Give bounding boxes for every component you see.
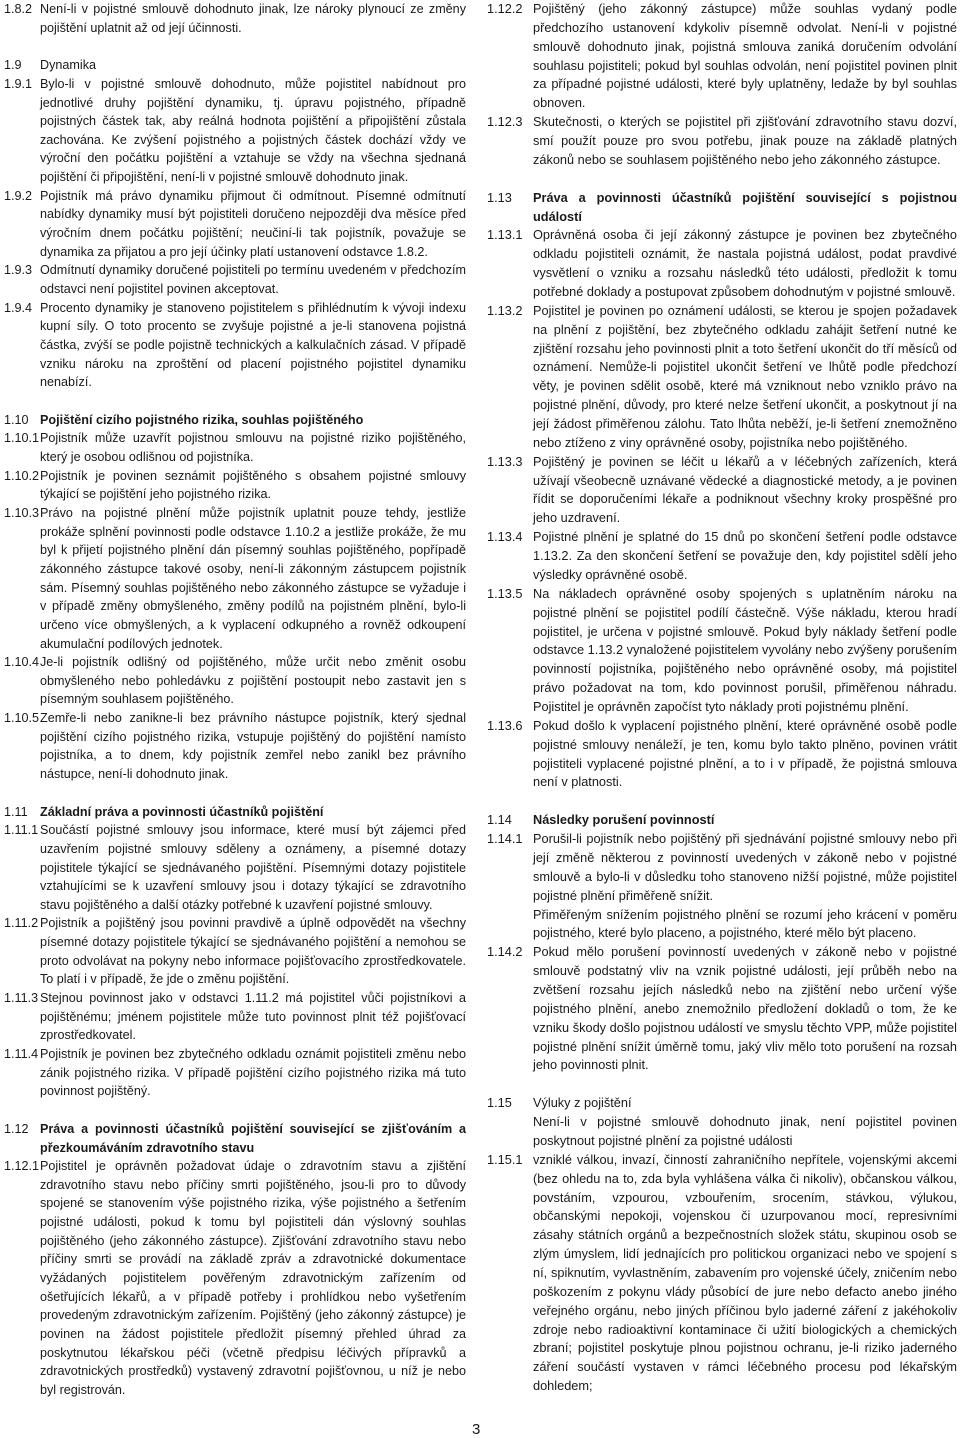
- clause: [487, 830, 957, 905]
- clause: [4, 653, 466, 709]
- clause-text: Pojistník může uzavřít pojistnou smlouvu na pojistné riziko pojištěného, který je osobou odlišnou od pojistníka.: [40, 431, 466, 465]
- clause-text: Zemře-li nebo zanikne-li bez právního nástupce pojistník, který sjednal pojištění cizího pojistného rizika, vstupuje pojištěný do pojištění namísto pojistníka, a to dnem, kdy pojistník zemřel nebo zanikl bez právního nástupce, není-li dohodnuto jinak.: [40, 711, 466, 781]
- clause-text: Pojistník a pojištěný jsou povinni pravdivě a úplně odpovědět na všechny písemné dotazy pojistitele týkající se sjednávaného pojištění a nemohou se proto odvolávat na pokyny nebo informace pojišťovacího zprostředkovatele. To platí i v případě, že jde o změnu pojištění.: [40, 916, 466, 987]
- clause: [4, 821, 466, 914]
- clause: [4, 261, 466, 298]
- right-column: [487, 0, 957, 1396]
- clause: [487, 226, 957, 301]
- clause: [4, 989, 466, 1045]
- clause-text: Není-li v pojistné smlouvě dohodnuto jinak, není pojistitel povinen poskytnout pojistné plnění za pojistné události: [533, 1114, 957, 1148]
- clause-number: 1.15.1: [487, 1151, 523, 1167]
- clause-number: 1.10.4: [4, 655, 40, 670]
- clause-number: [487, 1113, 533, 1151]
- clause-number: 1.13.6: [487, 717, 523, 733]
- clause-text: Pojištěný (jeho zákonný zástupce) může souhlas vydaný podle předchozího ustanovení kdykoliv písemně odvolat. Není-li v pojistné smlouvě dohodnuto jinak, pojistná smlouva zaniká doručením odvolání souhlasu pojistiteli; pokud byl souhlas odvolán, není pojistitel povinen plnit za případné pojistné události, které byly uplatněny, ledaže by byl souhlas obnoven.: [533, 1, 957, 111]
- clause: [4, 0, 466, 37]
- clause: [487, 717, 957, 792]
- clause-text: Následky porušení povinností: [533, 812, 715, 828]
- clause: [4, 709, 466, 784]
- clause-number: 1.10.1: [4, 431, 40, 446]
- clause-number: 1.14.2: [487, 944, 523, 960]
- section-gap: [487, 792, 957, 811]
- clause-text: Stejnou povinnost jako v odstavci 1.11.2 má pojistitel vůči pojistníkovi a pojištěnému; jménem pojistitele může tuto povinnost plnit též pojišťovací zprostředkovatel.: [40, 991, 466, 1043]
- clause: [487, 528, 957, 585]
- clause-number: 1.15: [487, 1095, 512, 1111]
- clause: [487, 585, 957, 717]
- clause-number: 1.9: [4, 58, 22, 73]
- clause-number: 1.13.1: [487, 227, 523, 243]
- clause-text: Pojistník má právo dynamiku přijmout či odmítnout. Písemné odmítnutí nabídky dynamiky musí být pojistiteli doručeno nejpozději dva měsíce před výročním dnem počátku pojištění; neučiní-li tak pojistník, považuje se dynamika za přijatou a pro její účinky platí ustanovení odstavce 1.8.2.: [40, 188, 466, 259]
- clause-number: 1.13: [487, 189, 512, 205]
- section-gap: [4, 392, 466, 411]
- clause: [487, 0, 957, 113]
- clause-text: Pojistitel je oprávněn požadovat údaje o zdravotním stavu a zjištění zdravotního stavu nebo příčiny smrti pojištěného, jsou-li pro to důvody spojené se stanovením výše pojistného rizika, výše pojistného a šetřením pojistné události, pokud k tomu byl pojistiteli dán výslovný souhlas pojištěného (jeho zákonného zástupce). Zjišťování zdravotního stavu nebo příčiny smrti se provádí na základě zpráv a zdravotnické dokumentace vyžádaných pojistitelem pověřeným zdravotnickým zařízením od ošetřujících lékařů, a v případě potřeby i prohlídkou nebo vyšetřením provedeným zdravotnickým zařízením. Pojištěný (jeho zákonný zástupce) je povinen na žádost pojistitele předložit písemný přehled úhrad za poskytnutou lékařskou péči (včetně předpisu léčivých přípravků a zdravotnických prostředků) vystavený zdravotní pojišťovnou, u níž je nebo byl registrován.: [40, 1159, 466, 1397]
- clause-number: 1.13.5: [487, 585, 523, 601]
- page-number: 3: [472, 1421, 481, 1438]
- section-heading: [4, 1120, 466, 1157]
- section-heading: [4, 803, 466, 822]
- clause-text: Pojistné plnění je splatné do 15 dnů po skončení šetření podle odstavce 1.13.2. Za den skončení šetření se považuje den, kdy pojistitel sdělí jeho výsledky oprávněné osobě.: [533, 529, 957, 582]
- clause-number: 1.9.4: [4, 300, 33, 315]
- clause-text: Dynamika: [40, 58, 96, 73]
- clause-number: 1.12.2: [487, 1, 523, 16]
- clause: [4, 914, 466, 989]
- clause-number: 1.11.3: [4, 991, 39, 1006]
- clause: [487, 1151, 957, 1396]
- clause-text: Pokud došlo k vyplacení pojistného plnění, které oprávněné osobě podle pojistné smlouvy nenáleží, je ten, komu bylo takto plněno, povinen vrátit pojistiteli vyplacené pojistné plnění, a to i v případě, že pojistná smlouva není v platnosti.: [533, 717, 957, 790]
- clause: [487, 1113, 957, 1151]
- clause-number: 1.10.2: [4, 468, 40, 483]
- clause: [4, 467, 466, 504]
- section-gap: [4, 37, 466, 56]
- clause-number: 1.13.4: [487, 529, 523, 545]
- clause-text: Pokud mělo porušení povinností uvedených v zákoně nebo v pojistné smlouvě podstatný vliv na vznik pojistné události, její průběh nebo na zvětšení rozsahu jejích následků nebo na zjištění nebo určení výše pojistného plnění, anebo znemožnilo předložení dokladů o tom, že ke vzniku škody došlo pojistnou událostí ve smyslu těchto VPP, může pojistitel pojistné plnění snížit úměrně tomu, jaký vliv mělo toto porušení na rozsah jeho povinnosti plnit.: [533, 944, 957, 1073]
- clause-number: 1.14: [487, 812, 512, 828]
- left-column: [4, 0, 466, 1399]
- section-gap: [4, 784, 466, 803]
- clause-text: Práva a povinnosti účastníků pojištění související se zjišťováním a přezkoumáváním zdravotního stavu: [40, 1121, 466, 1155]
- section-gap: [4, 1101, 466, 1120]
- clause-text: Součástí pojistné smlouvy jsou informace, které musí být zájemci před uzavřením pojistné smlouvy sděleny a oznámeny, a písemné dotazy pojistitele týkající se sjednávaného pojištění. Písemnými dotazy pojistitele vztahujícími se k uzavření smlouvy jsou i dotazy týkající se zdravotního stavu pojištěného a další otázky potřebné k uzavření pojistné smlouvy.: [40, 823, 466, 912]
- clause: [4, 56, 466, 75]
- clause: [4, 1157, 466, 1399]
- section-gap: [487, 170, 957, 189]
- clause-text: Pojištěný je povinen se léčit u lékařů a v léčebných zařízeních, která užívají všeobecně uznávané vědecké a diagnostické metody, a je povinen řídit se doporučeními lékaře a podniknout všechny kroky prospěšné pro jeho uzdravení.: [533, 453, 957, 526]
- clause-number: 1.10: [4, 412, 29, 427]
- clause-text: Pojistník je povinen bez zbytečného odkladu oznámit pojistiteli změnu nebo zánik pojistného rizika. V případě pojištění cizího pojistného rizika má tuto povinnost pojištěný.: [40, 1046, 466, 1099]
- clause-number: 1.10.3: [4, 506, 40, 521]
- clause-text: vzniklé válkou, invazí, činností zahraničního nepřítele, vojenskými akcemi (bez ohledu na to, zda byla vyhlášena válka či nikoliv), občanskou válkou, povstáním, vzpourou, vzbouřením, srocením, stávkou, výlukou, občanskými nepokoji, vojenskou či uzurpovanou mocí, represivními zásahy státních orgánů a bezpečnostních složek státu, skupinou osob se zlým úmyslem, lidí jednajících pro politickou organizaci nebo ve spojení s ní, spiknutím, vyvlastněním, zabavením pro vojenské účely, zničením nebo poškozením z pokynu vlády působící de jure nebo defacto anebo jiného veřejného orgánu, nebo jiných příčinou bylo jaderné záření z jakéhokoliv zdroje nebo radioaktivní kontaminace či užití biologických a chemických zbraní; pojistitel poskytuje plnou pojistnou ochranu, je-li riziko jaderného záření součástí vystaven v rámci léčebného procesu pod lékařským dohledem;: [533, 1151, 957, 1394]
- clause: [487, 453, 957, 528]
- clause-number: [487, 906, 533, 944]
- clause-number: 1.12: [4, 1121, 29, 1136]
- clause: [4, 429, 466, 466]
- clause-text: Bylo-li v pojistné smlouvě dohodnuto, může pojistitel nabídnout pro jednotlivé druhy pojištění dynamiku, tj. úpravu pojistného, případně pojistných částek tak, aby reálná hodnota pojištění a připojištění zůstala zachována. Ke zvýšení pojistného a pojistných částek dochází vždy ve výroční den počátku pojištění a vztahuje se vždy na všechna sjednaná pojištění či připojištění, není-li v pojistné smlouvě dohodnuto jinak.: [40, 76, 466, 185]
- clause-text: Skutečnosti, o kterých se pojistitel při zjišťování zdravotního stavu dozví, smí použít pouze pro svou potřebu, jinak pouze na základě platných zákonů nebo se souhlasem pojištěného nebo jeho zákonného zástupce.: [533, 114, 957, 167]
- clause: [4, 75, 466, 187]
- clause-text: Není-li v pojistné smlouvě dohodnuto jinak, lze nároky plynoucí ze změny pojištění uplatnit až od její účinnosti.: [40, 2, 466, 35]
- clause: [4, 1045, 466, 1101]
- clause: [4, 299, 466, 392]
- clause-number: 1.11: [4, 804, 28, 819]
- clause: [487, 302, 957, 453]
- clause-text: Základní práva a povinnosti účastníků pojištění: [40, 804, 324, 819]
- clause-number: 1.12.1: [4, 1159, 40, 1174]
- clause-text: Právo na pojistné plnění může pojistník uplatnit pouze tehdy, jestliže prokáže splnění povinnosti podle odstavce 1.10.2 a jestliže prokáže, že mu byl k přijetí pojistného plnění dán písemný souhlas pojištěného, popřípadě zákonného zástupce takové osoby, není-li zákonným zástupcem pojistník sám. Písemný souhlas pojištěného nebo zákonného zástupce se vyžaduje i v případě změny obmyšleného, změny podílů na pojistném plnění, bylo-li určeno více obmyšlených, a k vyplacení odkupného a rovněž odkoupení akumulační podílových jednotek.: [40, 506, 466, 651]
- clause-number: 1.9.1: [4, 76, 33, 91]
- clause-number: 1.11.4: [4, 1046, 39, 1061]
- section-heading: [487, 811, 957, 830]
- section-heading: [487, 189, 957, 227]
- clause-number: 1.14.1: [487, 831, 523, 847]
- clause-number: 1.13.3: [487, 453, 523, 469]
- clause: [4, 187, 466, 262]
- clause-text: Procento dynamiky je stanoveno pojistitelem s přihlédnutím k vývoji indexu kupní síly. O toto procento se zvyšuje pojistné a je-li stanovena pojistná částka, zvýší se podle pojistně technických a kalkulačních zásad. V případě vzniku nároku na zproštění od placení pojistného pojistitel dynamiku nenabízí.: [40, 300, 466, 390]
- section-heading: [4, 411, 466, 430]
- clause-text: Pojištění cizího pojistného rizika, souhlas pojištěného: [40, 412, 364, 427]
- clause-text: Porušil-li pojistník nebo pojištěný při sjednávání pojistné smlouvy nebo při její změně některou z povinností uvedených v zákoně nebo v pojistné smlouvě a bylo-li v důsledku toho stanoveno nižší pojistné, může pojistitel pojistné plnění přiměřeně snížit.: [533, 831, 957, 903]
- clause-number: 1.10.5: [4, 711, 40, 726]
- clause: [487, 1094, 957, 1113]
- clause-text: Na nákladech oprávněné osoby spojených s uplatněním nároku na pojistné plnění se pojistitel podílí částečně. Výše nákladu, kterou hradí pojistitel, je určena v pojistné smlouvě. Pokud byly náklady šetření podle odstavce 1.13.2 vynaložené pojistitelem vyvolány nebo zvýšeny porušením povinností pojistníka, pojištěného nebo oprávněné osoby, má pojistitel právo požadovat na tom, kdo povinnost porušil, přiměřenou náhradu. Pojistitel je oprávněn započíst tyto náklady proti pojistnému plnění.: [533, 585, 957, 714]
- clause: [487, 943, 957, 1075]
- clause-number: 1.9.2: [4, 188, 33, 203]
- clause-text: Pojistitel je povinen po oznámení události, se kterou je spojen požadavek na plnění z pojištění, bez zbytečného odkladu zahájit šetření nutné ke zjištění rozsahu jeho povinnosti plnit a toto šetření ukončit do tří měsíců od oznámení. Nemůže-li pojistitel ukončit šetření ve lhůtě podle předchozí věty, je povinen sdělit osobě, které má vzniknout nebo vzniklo právo na pojistné plnění, důvody, pro které nelze šetření ukončit, a poskytnout jí na její žádost přiměřenou zálohu. Tato lhůta neběží, je-li šetření znemožněno nebo ztíženo z viny oprávněné osoby, pojistníka nebo pojištěného.: [533, 302, 957, 450]
- clause-text: Práva a povinnosti účastníků pojištění související s pojistnou událostí: [533, 189, 957, 224]
- clause-number: 1.13.2: [487, 302, 523, 318]
- clause-text: Pojistník je povinen seznámit pojištěného s obsahem pojistné smlouvy týkající se pojištění jeho pojistného rizika.: [40, 468, 466, 502]
- clause-text: Oprávněná osoba či její zákonný zástupce je povinen bez zbytečného odkladu pojistiteli oznámit, že nastala pojistná událost, podat pravdivé vysvětlení o vzniku a rozsahu následků této události, předložit k tomu potřebné doklady a postupovat způsobem dohodnutým v pojistné smlouvě.: [533, 227, 957, 300]
- clause-number: 1.8.2: [4, 2, 33, 16]
- section-gap: [487, 1075, 957, 1094]
- clause-number: 1.12.3: [487, 114, 523, 130]
- clause-text: Je-li pojistník odlišný od pojištěného, může určit nebo změnit osobu obmyšleného nebo pohledávku z pojištění postoupit nebo zastavit jen s písemným souhlasem pojištěného.: [40, 655, 466, 707]
- clause: [4, 504, 466, 653]
- clause: [487, 906, 957, 944]
- clause-text: Výluky z pojištění: [533, 1095, 632, 1111]
- clause-text: Odmítnutí dynamiky doručené pojistiteli po termínu uvedeném v předchozím odstavci není pojistitel povinen akceptovat.: [40, 263, 466, 296]
- clause-number: 1.11.2: [4, 916, 39, 931]
- clause-number: 1.9.3: [4, 263, 33, 278]
- clause: [487, 113, 957, 170]
- clause-number: 1.11.1: [4, 823, 39, 838]
- clause-text: Přiměřeným snížením pojistného plnění se rozumí jeho krácení v poměru pojistného, které bylo placeno, a pojistného, které mělo být placeno.: [533, 906, 957, 941]
